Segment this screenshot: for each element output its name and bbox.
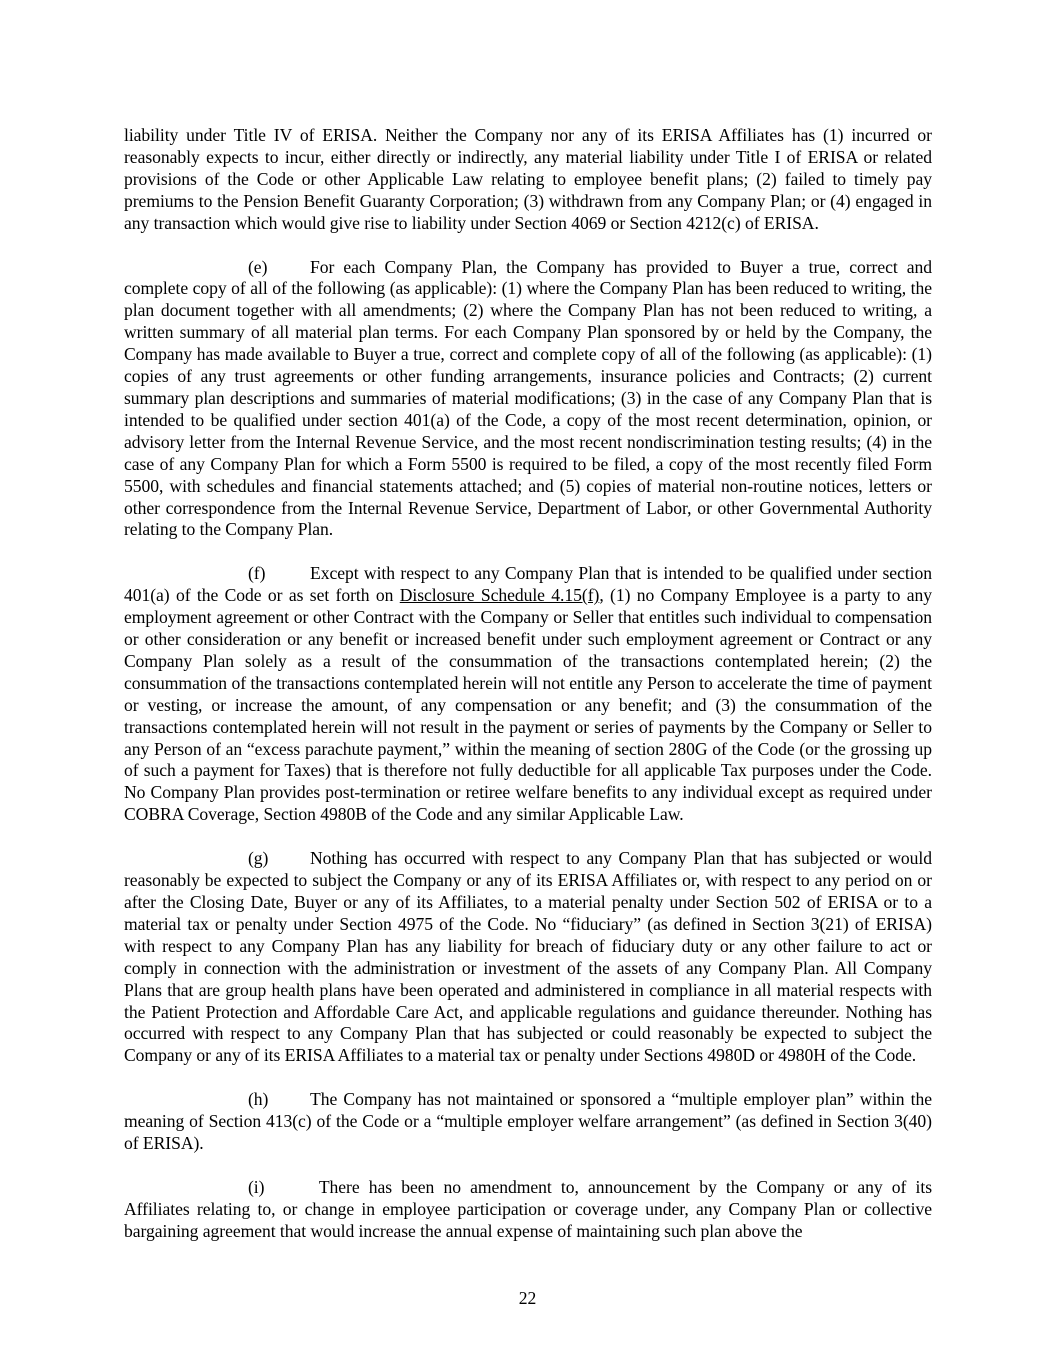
paragraph-h: [124, 1089, 932, 1155]
paragraph-text: The Company has not maintained or sponsored a “multiple employer plan” within the meaning of Section 413(c) of the Code or a “multiple employer welfare arrangement” (as defined in Section 3(40) of ERISA).: [124, 1089, 932, 1154]
paragraph-text-before: Except with respect to any Company Plan that is intended to be qualified under section 401(a) of the Code or as set forth on: [124, 563, 932, 606]
paragraph-i: [124, 1177, 932, 1243]
paragraph-text: There has been no amendment to, announcement by the Company or any of its Affiliates relating to, or change in employee participation or coverage under, any Company Plan or collective bargaining agreement that would increase the annual expense of maintaining such plan above the: [124, 1176, 932, 1241]
page-number: 22: [518, 1288, 537, 1308]
paragraph-g: [124, 848, 932, 1067]
paragraph-text: Nothing has occurred with respect to any Company Plan that has subjected or would reasonably be expected to subject the Company or any of its ERISA Affiliates or, with respect to any period on or after the Closing Date, Buyer or any of its Affiliates, to a material penalty under Section 502 of ERISA or to a material tax or penalty under Section 4975 of the Code. No “fiduciary” (as defined in Section 3(21) of ERISA) with respect to any Company Plan has any liability for breach of fiduciary duty or any other failure to act or comply in connection with the administration or investment of the assets of any Company Plan. All Company Plans that are group health plans have been operated and administered in compliance in all material respects with the Patient Protection and Affordable Care Act, and applicable regulations and guidance thereunder. Nothing has occurred with respect to any Company Plan that has subjected or could reasonably be expected to subject the Company or any of its ERISA Affiliates to a material tax or penalty under Sections 4980D or 4980H of the Code.: [124, 848, 932, 1066]
paragraph-label: (f): [248, 563, 266, 584]
paragraph-e: [124, 257, 932, 542]
paragraph-text-after: , (1) no Company Employee is a party to any employment agreement or other Contract with the Company or Seller that entitles such individual to compensation or other consideration or any benefit or increased benefit under such employment agreement or Contract or any Company Plan solely as a result of the consummation of the transactions contemplated herein; (2) the consummation of the transactions contemplated herein will not entitle any Person to accelerate the time of payment or vesting, or increase the amount, of any compensation or any benefit; and (3) the consummation of the transactions contemplated herein will not result in the payment or series of payments by the Company or Seller to any Person of an “excess parachute payment,” within the meaning of section 280G of the Code (or the grossing up of such a payment for Taxes) that is therefore not fully deductible for all applicable Tax purposes under the Code. No Company Plan provides post-termination or retiree welfare benefits to any individual except as required under COBRA Coverage, Section 4980B of the Code and any similar Applicable Law.: [124, 585, 932, 825]
paragraph-label: (h): [248, 1089, 269, 1110]
paragraph-intro: [124, 125, 932, 235]
paragraph-label: (i): [248, 1176, 265, 1197]
paragraph-label: (g): [248, 848, 269, 869]
paragraph-label: (e): [248, 256, 268, 277]
paragraph-f: [124, 563, 932, 826]
disclosure-schedule-reference: Disclosure Schedule 4.15(f): [399, 585, 600, 606]
paragraph-text: For each Company Plan, the Company has provided to Buyer a true, correct and complete copy of all of the following (as applicable): (1) where the Company Plan has been reduced to writing, the plan document together with all amendments; (2) where the Company Plan has not been reduced to writing, a written summary of all material plan terms. For each Company Plan sponsored by or held by the Company, the Company has made available to Buyer a true, correct and complete copy of all of the following (as applicable): (1) copies of any trust agreements or other funding arrangements, insurance policies and Contracts; (2) current summary plan descriptions and summaries of material modifications; (3) in the case of any Company Plan that is intended to be qualified under section 401(a) of the Code, a copy of the most recent determination, opinion, or advisory letter from the Internal Revenue Service, and the most recent nondiscrimination testing results; (4) in the case of any Company Plan for which a Form 5500 is required to be filed, a copy of the most recently filed Form 5500, with schedules and financial statements attached; and (5) copies of material non-routine notices, letters or other correspondence from the Internal Revenue Service, Department of Labor, or other Governmental Authority relating to the Company Plan.: [124, 256, 932, 540]
paragraph-text: liability under Title IV of ERISA. Neither the Company nor any of its ERISA Affiliates has (1) incurred or reasonably expects to incur, either directly or indirectly, any material liability under Title I of ERISA or related provisions of the Code or other Applicable Law relating to employee benefit plans; (2) failed to timely pay premiums to the Pension Benefit Guaranty Corporation; (3) withdrawn from any Company Plan; or (4) engaged in any transaction which would give rise to liability under Section 4069 or Section 4212(c) of ERISA.: [124, 125, 932, 233]
document-page: [124, 125, 932, 1243]
